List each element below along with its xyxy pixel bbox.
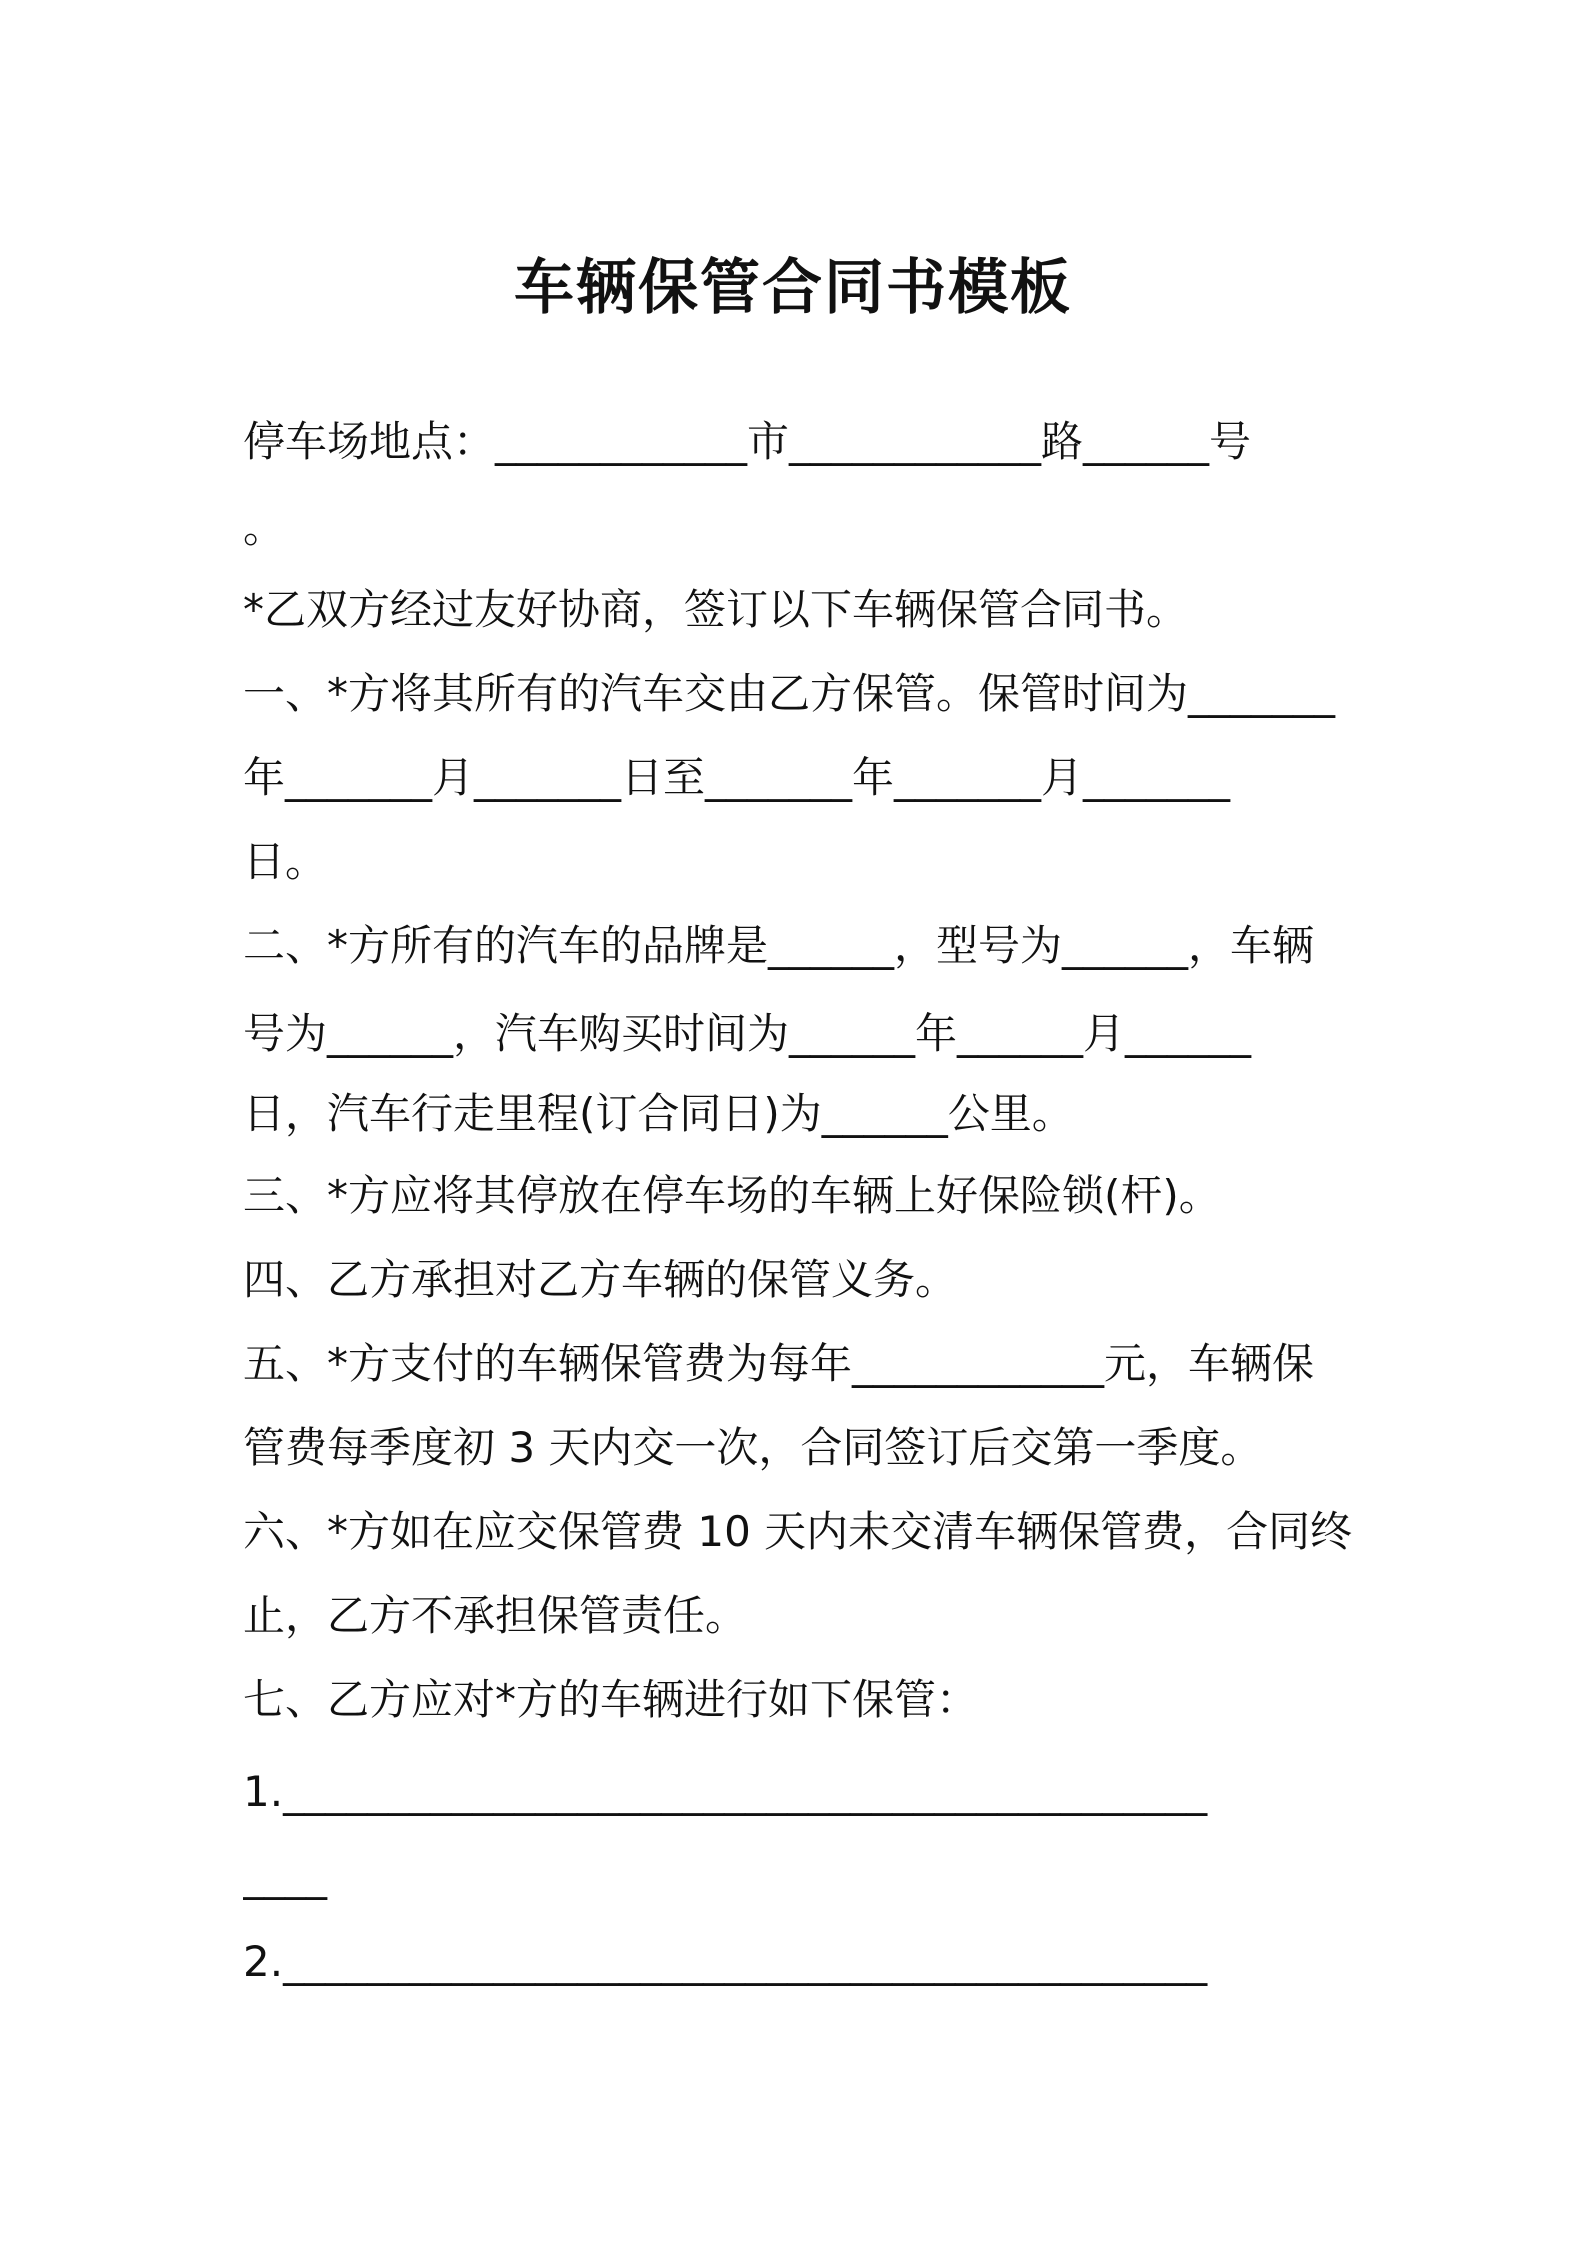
clause-2-line-2: 号为______，汽车购买时间为______年______月______: [243, 1009, 1252, 1058]
clause-1-line-2: 年_______月_______日至_______年_______月_______: [243, 753, 1231, 802]
clause-1-line-1: 一、*方将其所有的汽车交由乙方保管。保管时间为_______: [243, 669, 1336, 718]
item-1-line-2: ____: [243, 1851, 327, 1900]
clause-5-line-1: 五、*方支付的车辆保管费为每年____________元，车辆保: [243, 1339, 1315, 1388]
parking-location-end-line: 。: [243, 503, 286, 552]
clause-1-line-3: 日。: [243, 837, 328, 886]
clause-2-line-3: 日，汽车行走里程(订合同日)为______公里。: [243, 1089, 1074, 1138]
item-1-line-1: 1.____________________________________________: [243, 1767, 1208, 1816]
clause-2-line-1: 二、*方所有的汽车的品牌是______，型号为______，车辆: [243, 921, 1315, 970]
clause-7-line: 七、乙方应对*方的车辆进行如下保管：: [243, 1675, 979, 1724]
intro-line: *乙双方经过友好协商，签订以下车辆保管合同书。: [243, 585, 1189, 634]
clause-6-line-2: 止，乙方不承担保管责任。: [243, 1591, 748, 1640]
document-title: 车辆保管合同书模板: [514, 253, 1072, 323]
clause-5-line-2: 管费每季度初 3 天内交一次，合同签订后交第一季度。: [243, 1423, 1263, 1472]
item-2-line: 2.____________________________________________: [243, 1937, 1208, 1986]
parking-location-line: 停车场地点：____________市____________路______号: [243, 417, 1252, 466]
clause-6-line-1: 六、*方如在应交保管费 10 天内未交清车辆保管费，合同终: [243, 1507, 1353, 1556]
clause-3-line: 三、*方应将其停放在停车场的车辆上好保险锁(杆)。: [243, 1171, 1221, 1220]
clause-4-line: 四、乙方承担对乙方车辆的保管义务。: [243, 1255, 958, 1304]
